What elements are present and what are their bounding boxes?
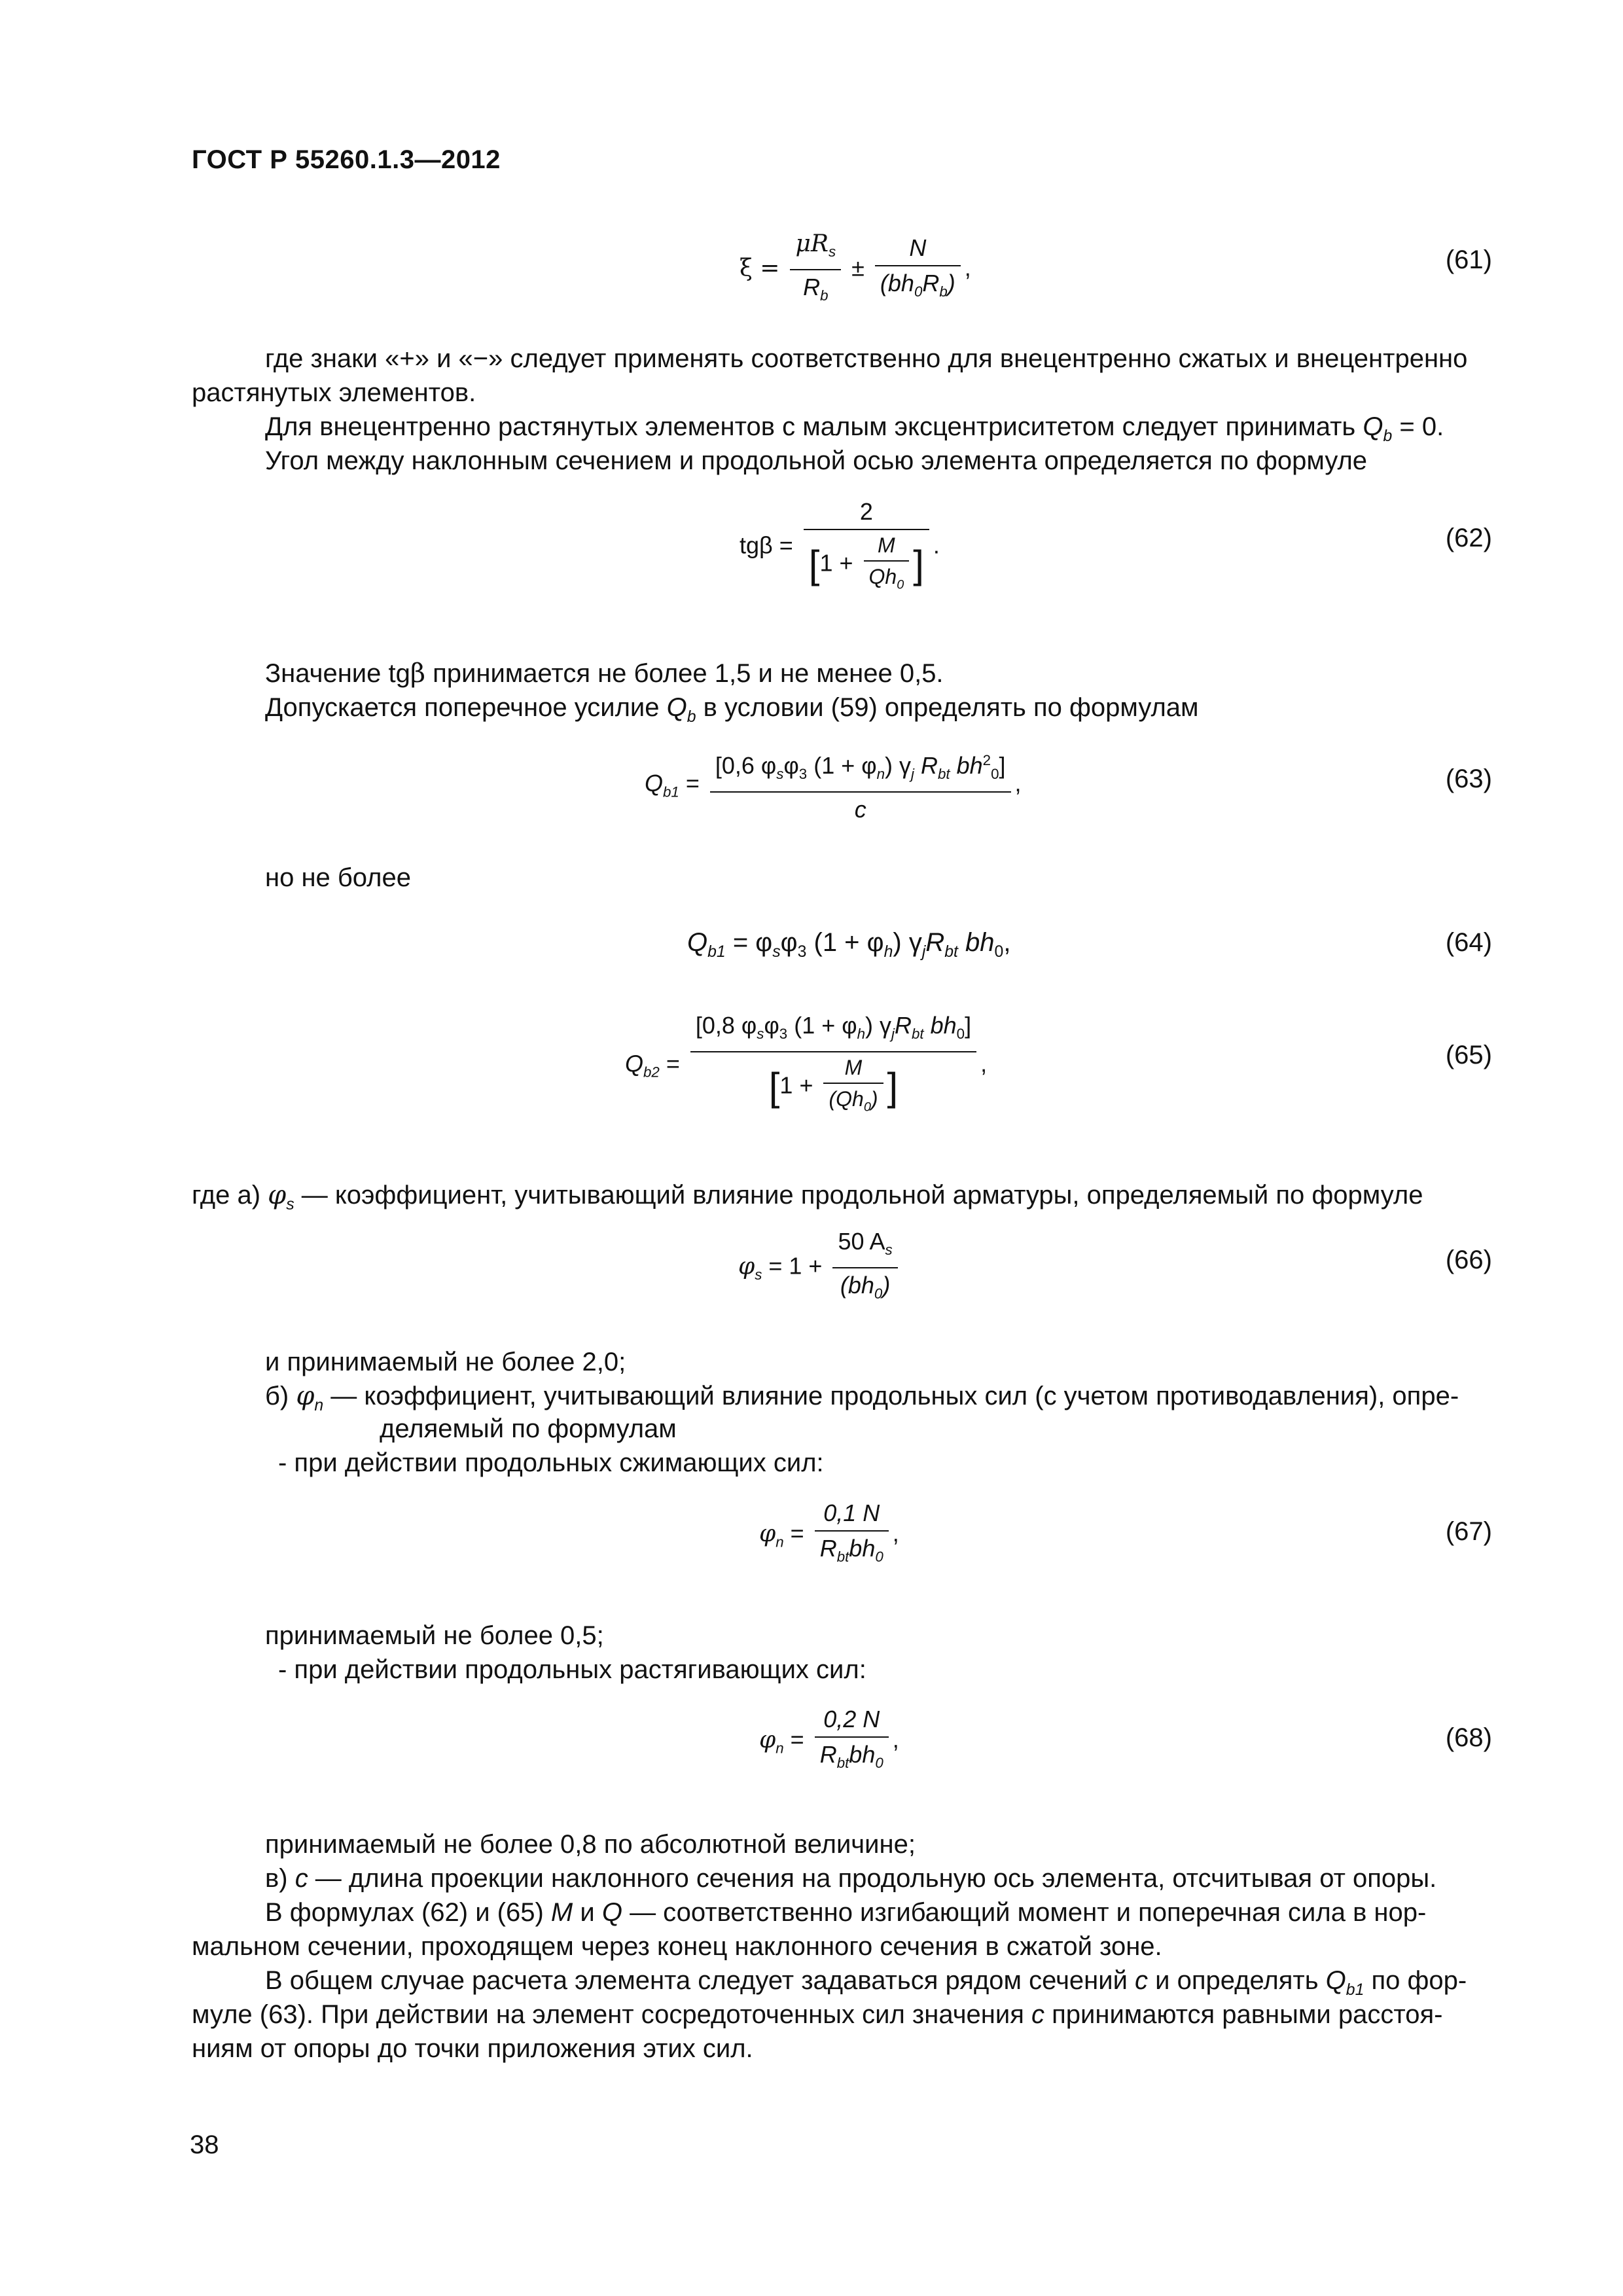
paragraph-6: но не более: [265, 863, 412, 892]
formula-62: tgβ = 2 [1 + $\frac{M}{Qh_0}$ ] .: [740, 498, 940, 592]
paragraph-3: Угол между наклонным сечением и продольной осью элемента определяется по формуле: [265, 446, 1368, 475]
formula-67: $\varphi_n$ = $\frac{0,1 N}{R_{bt}bh_0}$ ,: [759, 1499, 899, 1566]
equation-number-66: (66): [1445, 1246, 1492, 1274]
formula-64: $Q_{b1} = \varphi_s\varphi_3$ $(1 + \varphi_h)$ $\gamma_jR_{bt}$ $bh_0$,: [687, 928, 1011, 961]
equation-number-64: (64): [1445, 928, 1492, 957]
page-number: 38: [190, 2130, 219, 2159]
formula-65: $Q_{b2}$ = [0,8 $\varphi_s\varphi_3$ $(1 + \varphi_h)$ $\gamma_jR_{bt}$ $bh_0$] [1 + $\frac{M}{(Qh_0)}$ ] ,: [625, 1012, 988, 1115]
paragraph-14: в) c — длина проекции наклонного сечения на продольную ось элемента, отсчитывая от опоры.: [265, 1864, 1437, 1893]
equation-number-65: (65): [1445, 1041, 1492, 1069]
paragraph-15-line-2: мальном сечении, проходящем через конец наклонного сечения в сжатой зоне.: [192, 1932, 1162, 1961]
paragraph-7: где а) $\varphi_s$ — коэффициент, учитывающий влияние продольной арматуры, определяемый по формуле: [192, 1180, 1423, 1213]
paragraph-5: Допускается поперечное усилие $Q_b$ в условии (59) определять по формулам: [265, 693, 1199, 726]
formula-63: $Q_{b1}$ = $\frac{[0,6 \varphi_s\varphi_3 (1 + \varphi_n) \gamma_j R_{bt} bh^2_0]}{c}$ ,: [645, 752, 1022, 823]
paragraph-9-line-2: деляемый по формулам: [380, 1414, 677, 1443]
equation-number-61: (61): [1445, 245, 1492, 274]
equation-number-67: (67): [1445, 1517, 1492, 1546]
paragraph-13: принимаемый не более 0,8 по абсолютной величине;: [265, 1830, 916, 1859]
formula-66: $\varphi_s = 1$ + $\frac{50 A_s}{(bh_0)}$: [738, 1227, 902, 1308]
equation-number-63: (63): [1445, 764, 1492, 793]
formula-61: ξ = $\frac{\mu R_s}{R_b}$ ± $\frac{N}{(bh_0R_b)}$ ,: [740, 230, 971, 304]
equation-number-68: (68): [1445, 1723, 1492, 1752]
paragraph-16-line-1: В общем случае расчета элемента следует задаваться рядом сечений c и определять $Q_{b1}$ по фор-: [265, 1966, 1467, 1999]
equation-number-62: (62): [1445, 524, 1492, 552]
paragraph-8: и принимаемый не более 2,0;: [265, 1348, 626, 1376]
paragraph-15-line-1: В формулах (62) и (65) M и Q — соответственно изгибающий момент и поперечная сила в нор-: [265, 1898, 1427, 1927]
paragraph-12: - при действии продольных растягивающих сил:: [278, 1655, 866, 1684]
standard-header: ГОСТ Р 55260.1.3—2012: [192, 145, 501, 174]
paragraph-9-line-1: б) $\varphi_n$ — коэффициент, учитывающий влияние продольных сил (с учетом противодавления), опре-: [265, 1381, 1459, 1414]
paragraph-16-line-2: муле (63). При действии на элемент сосредоточенных сил значения c принимаются равными расстоя-: [192, 2000, 1443, 2029]
paragraph-2: Для внецентренно растянутых элементов с малым эксцентриситетом следует принимать $Q_b = 0$.: [265, 412, 1444, 445]
paragraph-16-line-3: ниям от опоры до точки приложения этих сил.: [192, 2034, 753, 2063]
paragraph-1-line-2: растянутых элементов.: [192, 378, 476, 407]
formula-68: $\varphi_n$ = $\frac{0,2 N}{R_{bt}bh_0}$ ,: [759, 1706, 899, 1772]
paragraph-4: Значение tgβ принимается не более 1,5 и не менее 0,5.: [265, 658, 944, 689]
paragraph-11: принимаемый не более 0,5;: [265, 1621, 604, 1650]
paragraph-1-line-1: где знаки «+» и «−» следует применять соответственно для внецентренно сжатых и внецентренно: [265, 344, 1468, 373]
paragraph-10: - при действии продольных сжимающих сил:: [278, 1448, 824, 1477]
